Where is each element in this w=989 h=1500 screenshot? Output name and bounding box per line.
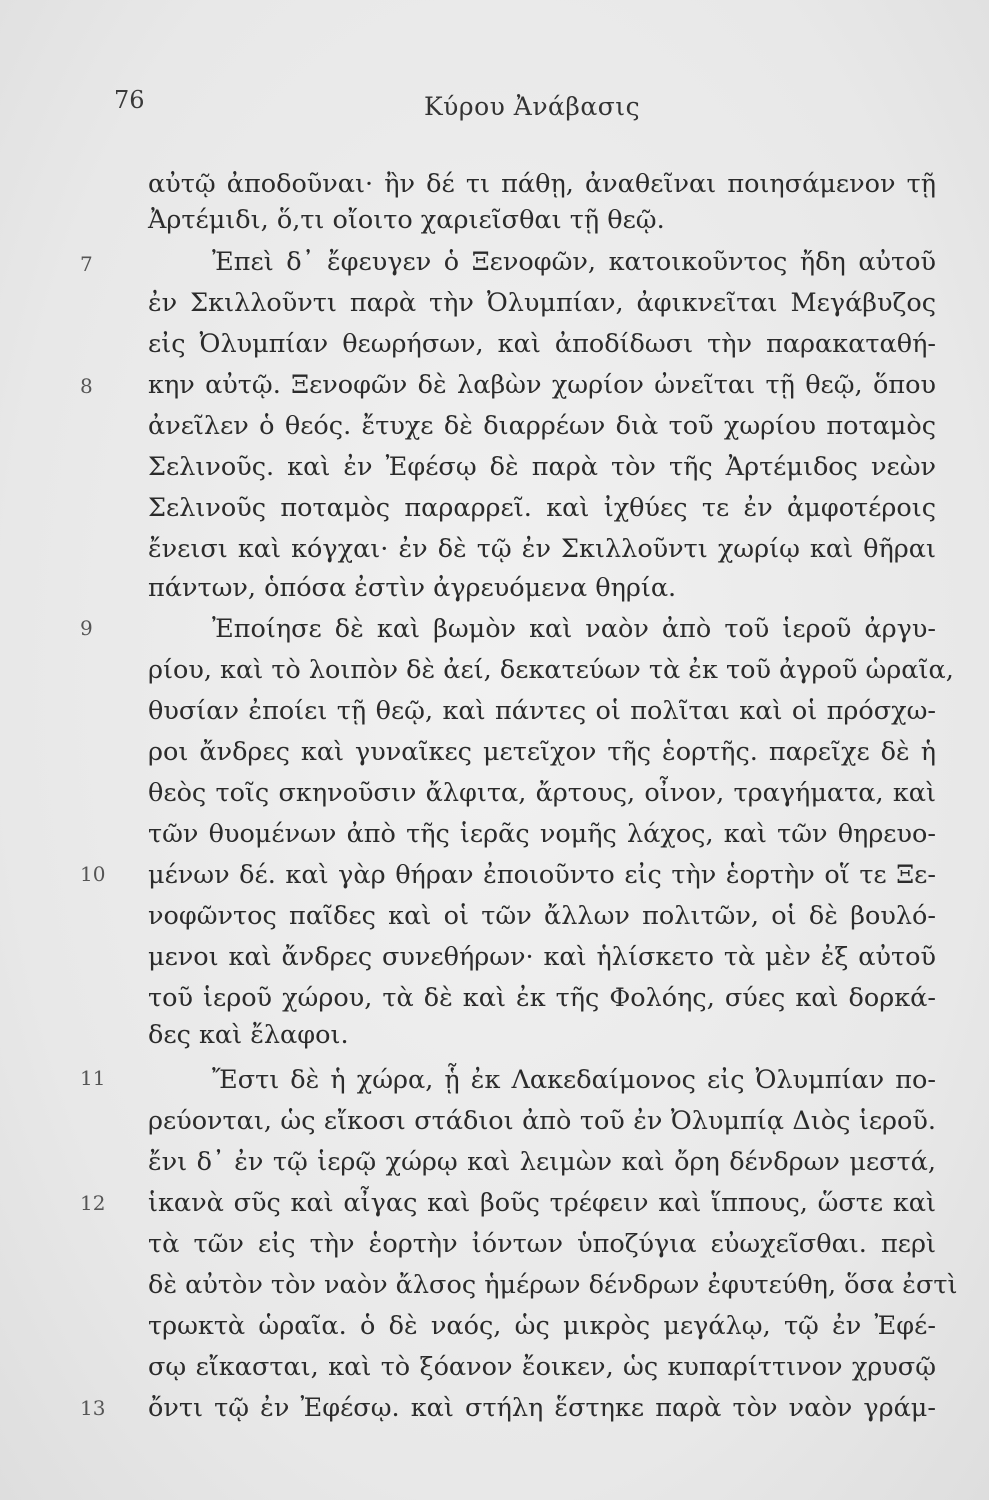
text-line: θεὸς τοῖς σκηνοῦσιν ἄλφιτα, ἄρτους, οἶνον, τραγήματα, καὶ	[148, 778, 936, 808]
text-line: ἔνεισι καὶ κόγχαι· ἐν δὲ τῷ ἐν Σκιλλοῦντι χωρίῳ καὶ θῆραι	[148, 534, 936, 564]
text-line: Ἐπεὶ δ᾽ ἔφευγεν ὁ Ξενοφῶν, κατοικοῦντος ἤδη αὐτοῦ	[212, 247, 936, 277]
text-line: δες καὶ ἔλαφοι.	[148, 1020, 349, 1050]
text-line: μενοι καὶ ἄνδρες συνεθήρων· καὶ ἡλίσκετο τὰ μὲν ἐξ αὐτοῦ	[148, 942, 936, 972]
text-line: τὰ τῶν εἰς τὴν ἑορτὴν ἰόντων ὑποζύγια εὐωχεῖσθαι. περὶ	[148, 1229, 936, 1259]
text-line: θυσίαν ἐποίει τῇ θεῷ, καὶ πάντες οἱ πολῖται καὶ οἱ πρόσχω-	[148, 696, 936, 726]
page-number: 76	[114, 86, 145, 114]
section-number: 12	[80, 1191, 106, 1215]
text-line: ρίου, καὶ τὸ λοιπὸν δὲ ἀεί, δεκατεύων τὰ ἐκ τοῦ ἀγροῦ ὡραῖα,	[148, 655, 954, 685]
text-line: ἐν Σκιλλοῦντι παρὰ τὴν Ὀλυμπίαν, ἀφικνεῖται Μεγάβυζος	[148, 288, 936, 318]
text-line: τῶν θυομένων ἀπὸ τῆς ἱερᾶς νομῆς λάχος, καὶ τῶν θηρευο-	[148, 819, 936, 849]
text-line: Ἔστι δὲ ἡ χώρα, ᾗ ἐκ Λακεδαίμονος εἰς Ὀλυμπίαν πο-	[212, 1065, 936, 1095]
running-head: Κύρου Ἀνάβασις	[424, 92, 641, 121]
text-line: τοῦ ἱεροῦ χώρου, τὰ δὲ καὶ ἐκ τῆς Φολόης, σύες καὶ δορκά-	[148, 983, 936, 1013]
text-line: Σελινοῦς ποταμὸς παραρρεῖ. καὶ ἰχθύες τε ἐν ἀμφοτέροις	[148, 493, 936, 523]
text-line: μένων δέ. καὶ γὰρ θήραν ἐποιοῦντο εἰς τὴν ἑορτὴν οἵ τε Ξε-	[148, 860, 936, 890]
text-line: ἀνεῖλεν ὁ θεός. ἔτυχε δὲ διαρρέων διὰ τοῦ χωρίου ποταμὸς	[148, 411, 936, 441]
text-line: κην αὐτῷ. Ξενοφῶν δὲ λαβὼν χωρίον ὠνεῖται τῇ θεῷ, ὅπου	[148, 370, 936, 400]
text-line: ροι ἄνδρες καὶ γυναῖκες μετεῖχον τῆς ἑορτῆς. παρεῖχε δὲ ἡ	[148, 737, 936, 767]
text-line: δὲ αὐτὸν τὸν ναὸν ἄλσος ἡμέρων δένδρων ἐφυτεύθη, ὅσα ἐστὶ	[148, 1270, 958, 1300]
section-number: 10	[80, 862, 106, 886]
text-line: ἱκανὰ σῦς καὶ αἶγας καὶ βοῦς τρέφειν καὶ ἵππους, ὥστε καὶ	[148, 1188, 936, 1218]
section-number: 11	[80, 1066, 106, 1090]
text-line: αὐτῷ ἀποδοῦναι· ἢν δέ τι πάθῃ, ἀναθεῖναι ποιησάμενον τῇ	[148, 169, 936, 199]
text-line: Σελινοῦς. καὶ ἐν Ἐφέσῳ δὲ παρὰ τὸν τῆς Ἀρτέμιδος νεὼν	[148, 452, 936, 482]
section-number: 9	[80, 616, 93, 640]
text-line: πάντων, ὁπόσα ἐστὶν ἀγρευόμενα θηρία.	[148, 573, 677, 603]
text-line: σῳ εἴκασται, καὶ τὸ ξόανον ἔοικεν, ὡς κυπαρίττινον χρυσῷ	[148, 1352, 936, 1382]
section-number: 8	[80, 374, 93, 398]
text-line: ὄντι τῷ ἐν Ἐφέσῳ. καὶ στήλη ἕστηκε παρὰ τὸν ναὸν γράμ-	[148, 1393, 936, 1423]
text-line: τρωκτὰ ὡραῖα. ὁ δὲ ναός, ὡς μικρὸς μεγάλῳ, τῷ ἐν Ἐφέ-	[148, 1311, 936, 1341]
text-line: Ἐποίησε δὲ καὶ βωμὸν καὶ ναὸν ἀπὸ τοῦ ἱεροῦ ἀργυ-	[212, 614, 936, 644]
text-line: Ἀρτέμιδι, ὅ,τι οἴοιτο χαριεῖσθαι τῇ θεῷ.	[148, 205, 665, 235]
text-line: εἰς Ὀλυμπίαν θεωρήσων, καὶ ἀποδίδωσι τὴν παρακαταθή-	[148, 329, 936, 359]
section-number: 13	[80, 1396, 106, 1420]
text-line: ρεύονται, ὡς εἴκοσι στάδιοι ἀπὸ τοῦ ἐν Ὀλυμπίᾳ Διὸς ἱεροῦ.	[148, 1106, 936, 1136]
text-line: νοφῶντος παῖδες καὶ οἱ τῶν ἄλλων πολιτῶν, οἱ δὲ βουλό-	[148, 901, 936, 931]
section-number: 7	[80, 252, 93, 276]
text-line: ἔνι δ᾽ ἐν τῷ ἱερῷ χώρῳ καὶ λειμὼν καὶ ὄρη δένδρων μεστά,	[148, 1147, 936, 1177]
